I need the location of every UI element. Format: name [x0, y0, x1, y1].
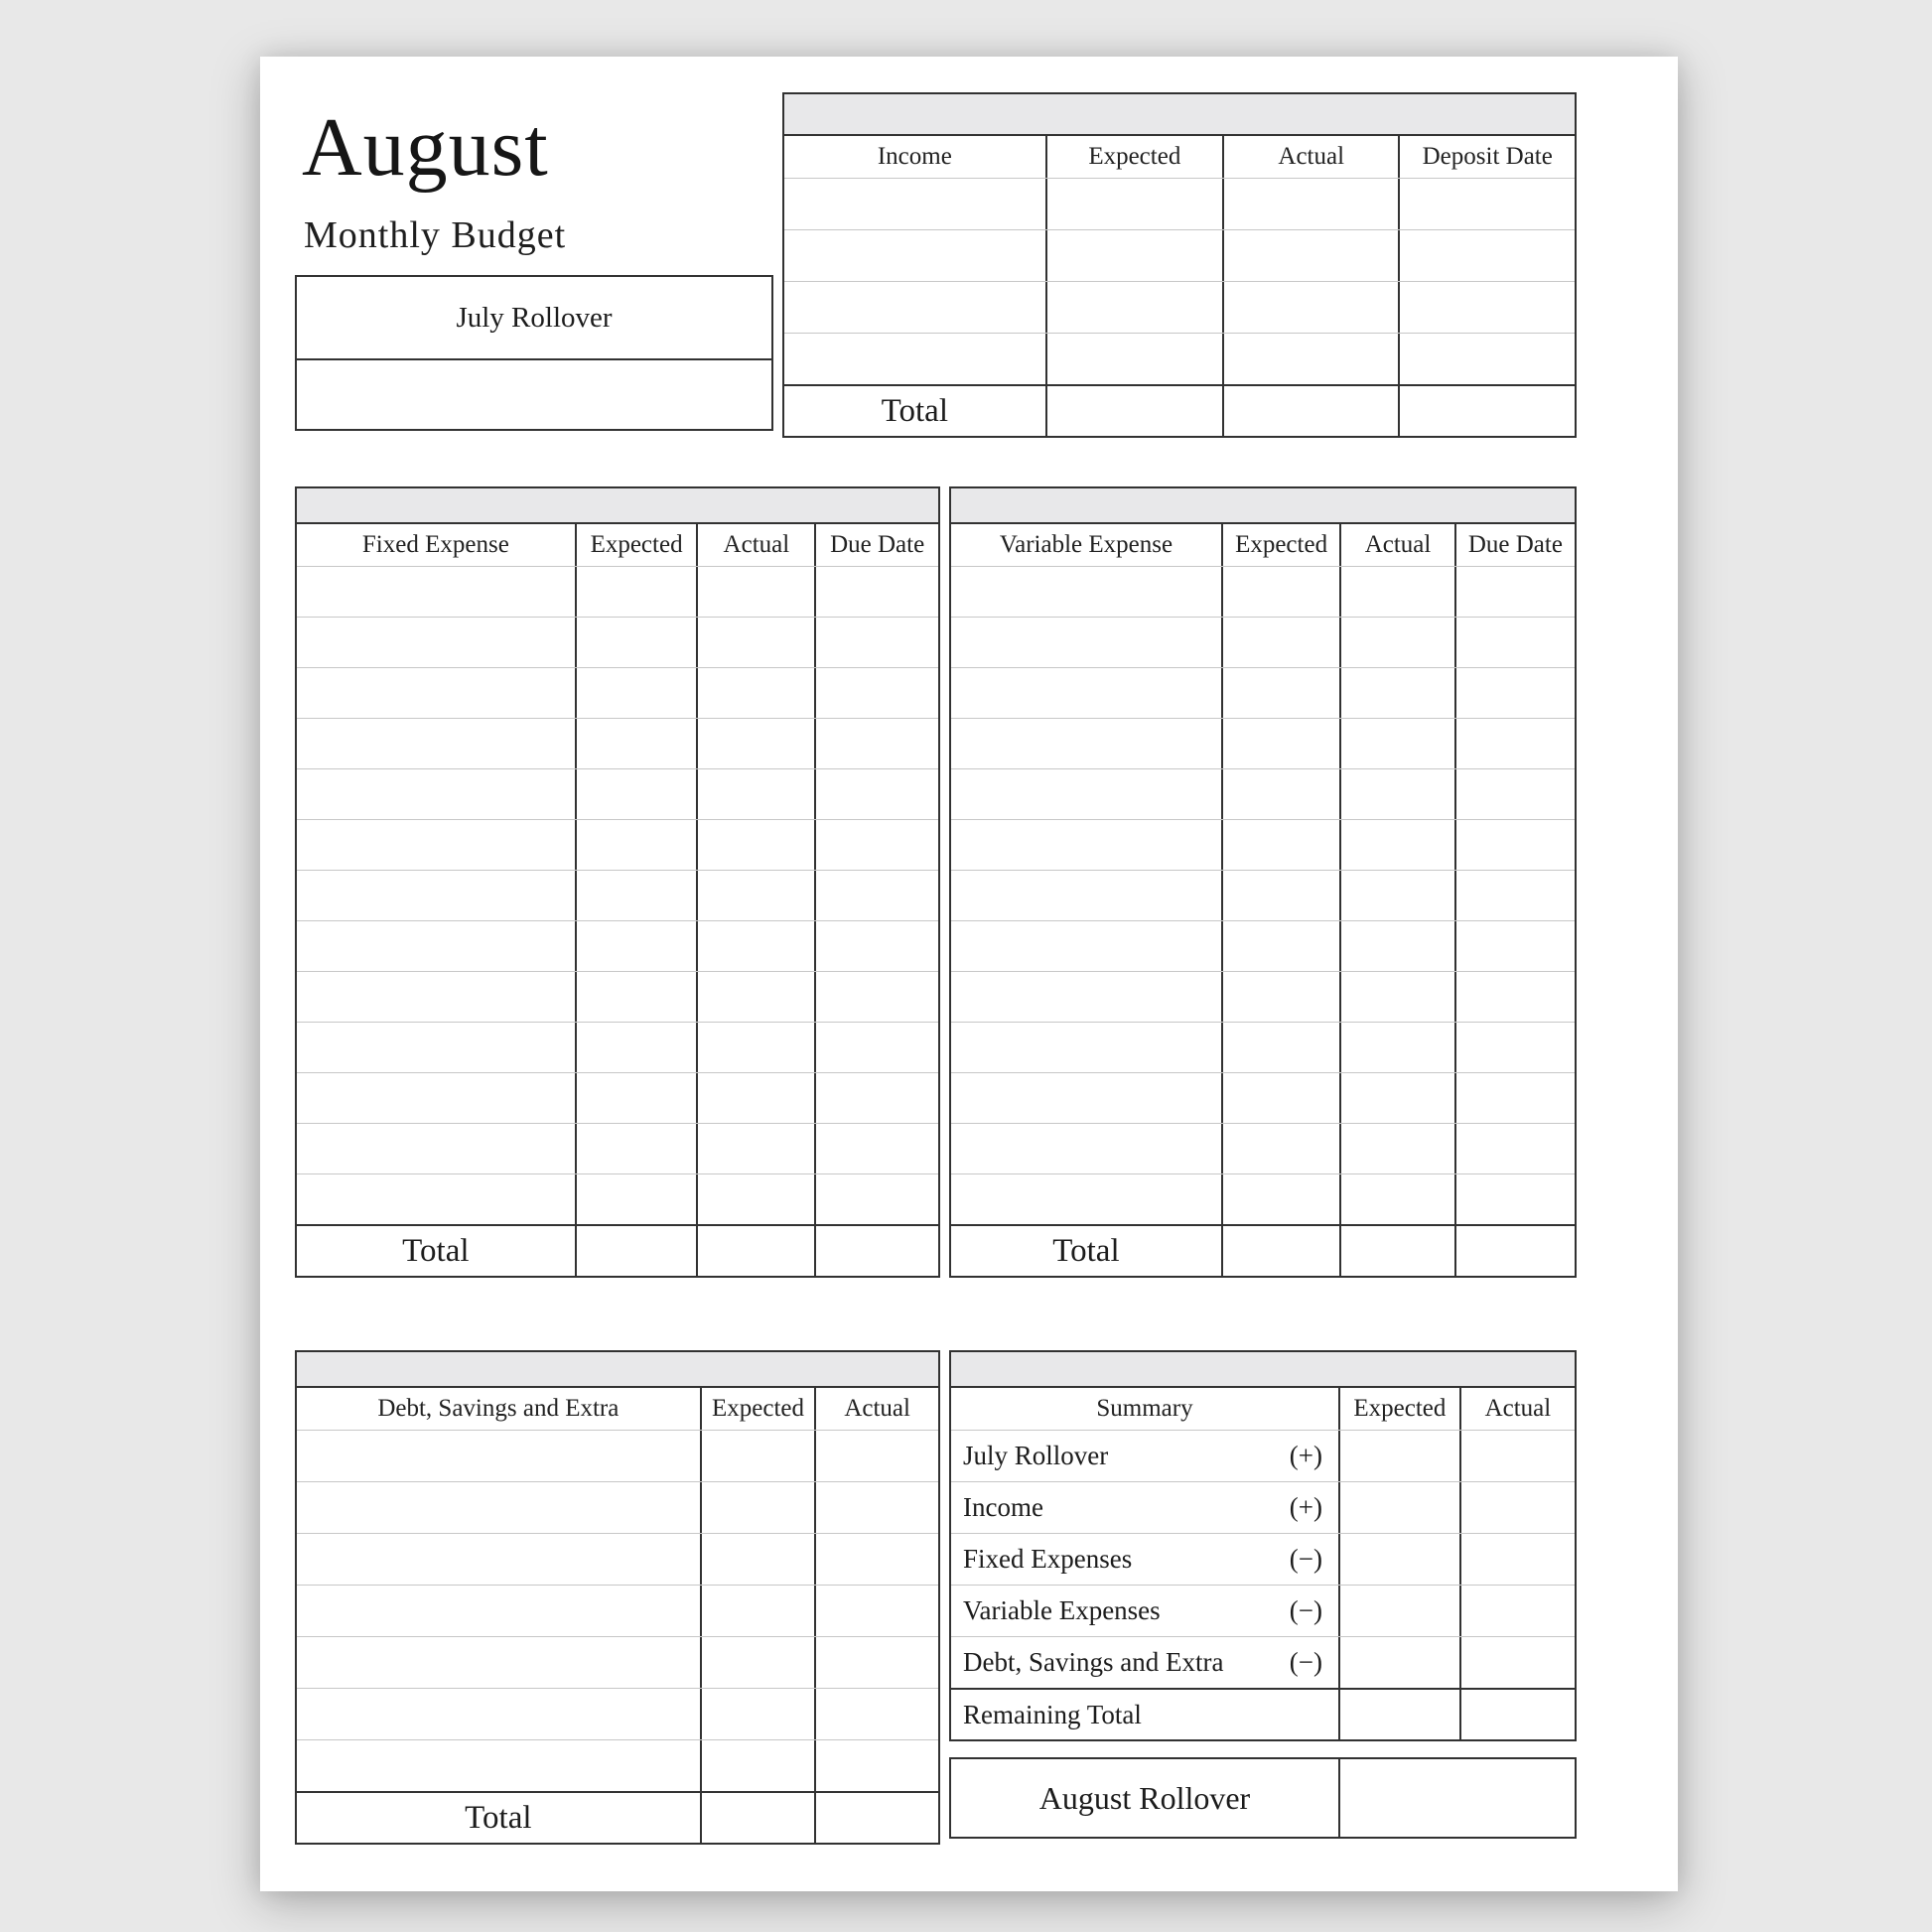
summary-row-income: [951, 1481, 1575, 1533]
table-row: [297, 1481, 938, 1533]
empty-cell: [696, 972, 814, 1022]
empty-cell: [297, 1637, 700, 1688]
empty-cell: [1045, 230, 1222, 281]
table-row: [297, 768, 938, 819]
fixed-expense-header-row: [297, 524, 938, 566]
empty-cell: [1454, 1023, 1575, 1072]
summary-header-row: [951, 1388, 1575, 1430]
empty-cell: [1459, 1586, 1575, 1636]
empty-cell: [951, 820, 1221, 870]
empty-cell: [814, 1637, 938, 1688]
empty-cell: [1222, 282, 1399, 333]
empty-cell: [575, 921, 697, 971]
empty-cell: [1454, 618, 1575, 667]
empty-cell: [700, 1431, 815, 1481]
empty-cell: [575, 618, 697, 667]
table-row: [784, 229, 1575, 281]
empty-cell: [1339, 921, 1454, 971]
empty-cell: [1221, 618, 1339, 667]
income-table-header-row: [784, 136, 1575, 178]
empty-cell: [1339, 1023, 1454, 1072]
variable-expense-band: [951, 488, 1575, 524]
empty-cell: [1222, 179, 1399, 229]
due-date-col-header: Due Date: [1454, 524, 1575, 566]
empty-cell: [1454, 1226, 1575, 1276]
empty-cell: [1221, 1073, 1339, 1123]
empty-cell: [575, 567, 697, 617]
actual-col-header: Actual: [1459, 1388, 1575, 1430]
empty-cell: [1338, 1690, 1459, 1739]
empty-cell: [1459, 1637, 1575, 1688]
empty-cell: [297, 769, 575, 819]
august-rollover-value-cell: [1338, 1759, 1575, 1837]
empty-cell: [784, 334, 1045, 384]
summary-row-label: Debt, Savings and Extra: [963, 1647, 1224, 1677]
empty-cell: [1339, 1124, 1454, 1173]
summary-row-july-rollover: [951, 1430, 1575, 1481]
empty-cell: [951, 618, 1221, 667]
total-label: Total: [402, 1232, 470, 1269]
empty-cell: [696, 921, 814, 971]
empty-cell: [951, 668, 1221, 718]
fixed-expense-band: [297, 488, 938, 524]
empty-cell: [1339, 719, 1454, 768]
empty-cell: [814, 1482, 938, 1533]
table-row: [784, 333, 1575, 384]
expected-col-header: Expected: [1045, 136, 1222, 178]
actual-col-header: Actual: [1339, 524, 1454, 566]
debt-savings-band: [297, 1352, 938, 1388]
summary-row-sign: (−): [1289, 1647, 1322, 1677]
empty-cell: [1221, 871, 1339, 920]
debt-savings-total-row: [297, 1791, 938, 1843]
empty-cell: [297, 1740, 700, 1791]
empty-cell: [814, 1124, 938, 1173]
table-row: [297, 1585, 938, 1636]
empty-cell: [1454, 668, 1575, 718]
empty-cell: [951, 567, 1221, 617]
empty-cell: [700, 1740, 815, 1791]
summary-row-label-cell: [951, 1482, 1338, 1533]
empty-cell: [1454, 1174, 1575, 1224]
debt-savings-header-row: [297, 1388, 938, 1430]
empty-cell: [297, 1023, 575, 1072]
empty-cell: [951, 1023, 1221, 1072]
empty-cell: [1045, 386, 1222, 436]
table-row: [951, 971, 1575, 1022]
summary-row-label: Income: [963, 1492, 1043, 1522]
empty-cell: [696, 719, 814, 768]
summary-row-sign: (+): [1289, 1441, 1322, 1470]
summary-band: [951, 1352, 1575, 1388]
empty-cell: [814, 567, 938, 617]
income-col-header: Income: [877, 143, 952, 170]
empty-cell: [297, 1689, 700, 1739]
empty-cell: [575, 871, 697, 920]
total-label: Total: [465, 1799, 532, 1836]
empty-cell: [297, 1482, 700, 1533]
empty-cell: [951, 871, 1221, 920]
empty-cell: [951, 972, 1221, 1022]
empty-cell: [575, 972, 697, 1022]
empty-cell: [1398, 230, 1575, 281]
july-rollover-value-cell: [297, 360, 771, 429]
summary-row-label-cell: [951, 1690, 1338, 1739]
summary-row-label-cell: [951, 1431, 1338, 1481]
empty-cell: [1221, 668, 1339, 718]
empty-cell: [696, 871, 814, 920]
empty-cell: [1221, 820, 1339, 870]
empty-cell: [1339, 1226, 1454, 1276]
variable-expense-header-row: [951, 524, 1575, 566]
empty-cell: [575, 719, 697, 768]
empty-cell: [1459, 1431, 1575, 1481]
table-row: [297, 819, 938, 870]
empty-cell: [814, 1793, 938, 1843]
empty-cell: [1339, 871, 1454, 920]
empty-cell: [1338, 1637, 1459, 1688]
empty-cell: [814, 719, 938, 768]
empty-cell: [814, 972, 938, 1022]
empty-cell: [951, 769, 1221, 819]
summary-row-fixed-expenses: [951, 1533, 1575, 1585]
empty-cell: [1398, 282, 1575, 333]
empty-cell: [1339, 1174, 1454, 1224]
empty-cell: [696, 1023, 814, 1072]
empty-cell: [814, 871, 938, 920]
empty-cell: [814, 668, 938, 718]
empty-cell: [297, 1124, 575, 1173]
empty-cell: [1339, 567, 1454, 617]
empty-cell: [1221, 972, 1339, 1022]
table-row: [297, 1123, 938, 1173]
empty-cell: [1454, 871, 1575, 920]
empty-cell: [696, 567, 814, 617]
debt-savings-table: [295, 1350, 940, 1845]
empty-cell: [297, 567, 575, 617]
empty-cell: [814, 769, 938, 819]
table-row: [951, 617, 1575, 667]
july-rollover-box: [295, 275, 773, 431]
empty-cell: [297, 921, 575, 971]
empty-cell: [575, 769, 697, 819]
empty-cell: [696, 769, 814, 819]
empty-cell: [696, 1124, 814, 1173]
empty-cell: [1221, 1226, 1339, 1276]
table-row: [297, 1430, 938, 1481]
due-date-col-header: Due Date: [814, 524, 938, 566]
empty-cell: [575, 668, 697, 718]
empty-cell: [1459, 1482, 1575, 1533]
empty-cell: [700, 1482, 815, 1533]
variable-expense-table: [949, 486, 1577, 1278]
empty-cell: [696, 1226, 814, 1276]
empty-cell: [951, 1174, 1221, 1224]
empty-cell: [1398, 179, 1575, 229]
empty-cell: [1454, 1073, 1575, 1123]
income-table-body: [784, 178, 1575, 384]
empty-cell: [1454, 567, 1575, 617]
summary-row-remaining-total: [951, 1688, 1575, 1739]
empty-cell: [951, 1073, 1221, 1123]
empty-cell: [814, 1534, 938, 1585]
variable-expense-body: [951, 566, 1575, 1224]
empty-cell: [951, 719, 1221, 768]
summary-col-header: Summary: [1096, 1395, 1193, 1422]
expected-col-header: Expected: [1221, 524, 1339, 566]
empty-cell: [951, 921, 1221, 971]
budget-page: [260, 57, 1678, 1891]
table-row: [784, 178, 1575, 229]
empty-cell: [814, 618, 938, 667]
table-row: [951, 870, 1575, 920]
empty-cell: [700, 1793, 815, 1843]
empty-cell: [814, 1689, 938, 1739]
summary-row-label: Fixed Expenses: [963, 1544, 1133, 1574]
empty-cell: [575, 1174, 697, 1224]
empty-cell: [1398, 334, 1575, 384]
expected-col-header: Expected: [700, 1388, 815, 1430]
empty-cell: [696, 668, 814, 718]
empty-cell: [1045, 282, 1222, 333]
empty-cell: [1454, 1124, 1575, 1173]
actual-col-header: Actual: [814, 1388, 938, 1430]
summary-row-sign: (−): [1289, 1544, 1322, 1574]
variable-expense-total-row: [951, 1224, 1575, 1276]
empty-cell: [1222, 230, 1399, 281]
empty-cell: [575, 1124, 697, 1173]
summary-row-label-cell: [951, 1586, 1338, 1636]
empty-cell: [575, 1023, 697, 1072]
summary-row-label-cell: [951, 1637, 1338, 1688]
total-label: Total: [881, 392, 948, 429]
income-table: [782, 92, 1577, 438]
table-row: [297, 1739, 938, 1791]
empty-cell: [1339, 769, 1454, 819]
table-row: [297, 667, 938, 718]
empty-cell: [700, 1534, 815, 1585]
table-row: [297, 1533, 938, 1585]
deposit-date-col-header: Deposit Date: [1398, 136, 1575, 178]
empty-cell: [1045, 179, 1222, 229]
variable-expense-col-header: Variable Expense: [999, 531, 1173, 558]
empty-cell: [700, 1637, 815, 1688]
fixed-expense-table: [295, 486, 940, 1278]
table-row: [951, 1072, 1575, 1123]
summary-row-label: Variable Expenses: [963, 1595, 1161, 1625]
empty-cell: [1339, 1073, 1454, 1123]
summary-row-sign: (−): [1289, 1595, 1322, 1625]
table-row: [951, 819, 1575, 870]
august-rollover-label: August Rollover: [1038, 1779, 1251, 1816]
empty-cell: [700, 1586, 815, 1636]
empty-cell: [1338, 1586, 1459, 1636]
empty-cell: [1339, 972, 1454, 1022]
empty-cell: [1221, 921, 1339, 971]
debt-savings-body: [297, 1430, 938, 1791]
table-row: [297, 920, 938, 971]
empty-cell: [1459, 1690, 1575, 1739]
empty-cell: [1221, 719, 1339, 768]
empty-cell: [297, 1534, 700, 1585]
empty-cell: [297, 1431, 700, 1481]
summary-row-label: July Rollover: [963, 1441, 1109, 1470]
empty-cell: [1338, 1431, 1459, 1481]
summary-table: [949, 1350, 1577, 1741]
debt-savings-col-header: Debt, Savings and Extra: [377, 1395, 620, 1422]
empty-cell: [1221, 1023, 1339, 1072]
table-row: [951, 718, 1575, 768]
empty-cell: [297, 719, 575, 768]
empty-cell: [784, 179, 1045, 229]
empty-cell: [1221, 1124, 1339, 1173]
empty-cell: [1454, 820, 1575, 870]
empty-cell: [814, 921, 938, 971]
empty-cell: [1338, 1482, 1459, 1533]
income-table-band: [784, 94, 1575, 136]
table-row: [297, 1022, 938, 1072]
table-row: [951, 1123, 1575, 1173]
page-subtitle: Monthly Budget: [304, 214, 567, 256]
fixed-expense-total-row: [297, 1224, 938, 1276]
page-title: August: [302, 101, 549, 194]
actual-col-header: Actual: [1222, 136, 1399, 178]
table-row: [297, 1636, 938, 1688]
empty-cell: [1454, 972, 1575, 1022]
fixed-expense-body: [297, 566, 938, 1224]
empty-cell: [1454, 921, 1575, 971]
empty-cell: [814, 1073, 938, 1123]
empty-cell: [784, 282, 1045, 333]
empty-cell: [814, 1740, 938, 1791]
empty-cell: [297, 1174, 575, 1224]
empty-cell: [297, 871, 575, 920]
income-total-row: [784, 384, 1575, 436]
expected-col-header: Expected: [575, 524, 697, 566]
empty-cell: [696, 1174, 814, 1224]
empty-cell: [951, 1124, 1221, 1173]
summary-row-sign: (+): [1289, 1492, 1322, 1522]
summary-row-debt-savings: [951, 1636, 1575, 1688]
empty-cell: [1454, 769, 1575, 819]
summary-row-label: Remaining Total: [963, 1699, 1142, 1729]
table-row: [951, 1173, 1575, 1224]
table-row: [951, 920, 1575, 971]
empty-cell: [1339, 820, 1454, 870]
empty-cell: [696, 1073, 814, 1123]
table-row: [951, 1022, 1575, 1072]
empty-cell: [575, 820, 697, 870]
empty-cell: [784, 230, 1045, 281]
empty-cell: [1338, 1534, 1459, 1585]
empty-cell: [1398, 386, 1575, 436]
actual-col-header: Actual: [696, 524, 814, 566]
empty-cell: [297, 668, 575, 718]
empty-cell: [696, 618, 814, 667]
empty-cell: [814, 1431, 938, 1481]
empty-cell: [696, 820, 814, 870]
summary-row-label-cell: [951, 1534, 1338, 1585]
empty-cell: [700, 1689, 815, 1739]
table-row: [297, 1072, 938, 1123]
empty-cell: [575, 1073, 697, 1123]
table-row: [951, 768, 1575, 819]
empty-cell: [1045, 334, 1222, 384]
table-row: [297, 718, 938, 768]
empty-cell: [1454, 719, 1575, 768]
table-row: [297, 870, 938, 920]
table-row: [784, 281, 1575, 333]
empty-cell: [297, 972, 575, 1022]
august-rollover-box: [949, 1757, 1577, 1839]
empty-cell: [1459, 1534, 1575, 1585]
empty-cell: [575, 1226, 697, 1276]
july-rollover-label: July Rollover: [297, 277, 771, 360]
empty-cell: [814, 1023, 938, 1072]
empty-cell: [1222, 334, 1399, 384]
empty-cell: [1339, 668, 1454, 718]
empty-cell: [814, 1586, 938, 1636]
empty-cell: [297, 820, 575, 870]
summary-row-variable-expenses: [951, 1585, 1575, 1636]
empty-cell: [1221, 1174, 1339, 1224]
table-row: [297, 566, 938, 617]
empty-cell: [814, 1226, 938, 1276]
empty-cell: [814, 820, 938, 870]
empty-cell: [297, 618, 575, 667]
expected-col-header: Expected: [1338, 1388, 1459, 1430]
empty-cell: [1222, 386, 1399, 436]
empty-cell: [1339, 618, 1454, 667]
table-row: [297, 1173, 938, 1224]
table-row: [297, 971, 938, 1022]
empty-cell: [297, 1586, 700, 1636]
empty-cell: [814, 1174, 938, 1224]
table-row: [951, 667, 1575, 718]
empty-cell: [1221, 567, 1339, 617]
table-row: [297, 617, 938, 667]
table-row: [951, 566, 1575, 617]
total-label: Total: [1052, 1232, 1120, 1269]
empty-cell: [1221, 769, 1339, 819]
table-row: [297, 1688, 938, 1739]
empty-cell: [297, 1073, 575, 1123]
fixed-expense-col-header: Fixed Expense: [361, 531, 509, 558]
